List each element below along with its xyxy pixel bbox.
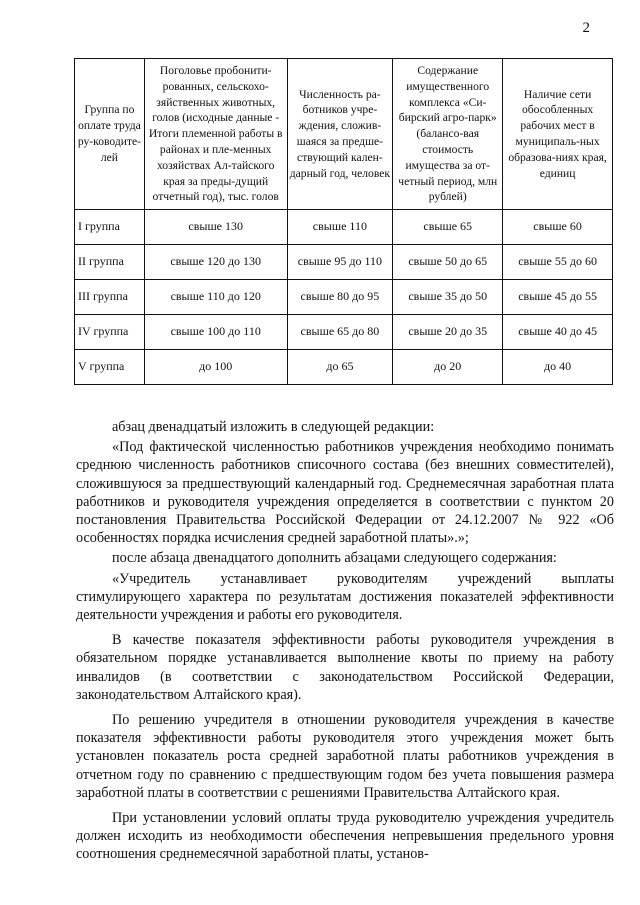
cell-group: I группа [75, 210, 145, 245]
table-header-row [75, 59, 613, 210]
table-row [75, 350, 613, 385]
cell-property: свыше 35 до 50 [393, 280, 503, 315]
cell-livestock: до 100 [144, 350, 287, 385]
cell-group: IV группа [75, 315, 145, 350]
cell-group: II группа [75, 245, 145, 280]
cell-group: III группа [75, 280, 145, 315]
cell-employees: до 65 [287, 350, 393, 385]
table-row [75, 315, 613, 350]
cell-workplaces: свыше 55 до 60 [503, 245, 613, 280]
paragraph: «Под фактической численностью работников учреждения необходимо понимать среднюю численность работников списочного состава (без внешних совместителей), сложившуюся за предшествующий календарный год. Среднемесячная заработная плата работников и руководителя учреждения определяется в соответствии с пунктом 20 постановления Правительства Российской Федерации от 24.12.2007 № 922 «Об особенностях порядка исчисления средней заработной платы».»; [76, 439, 614, 547]
table-row [75, 280, 613, 315]
paragraph: после абзаца двенадцатого дополнить абзацами следующего содержания: [112, 550, 557, 567]
cell-property: до 20 [393, 350, 503, 385]
cell-livestock: свыше 100 до 110 [144, 315, 287, 350]
document-body [76, 418, 614, 866]
cell-employees: свыше 95 до 110 [287, 245, 393, 280]
cell-workplaces: свыше 40 до 45 [503, 315, 613, 350]
cell-property: свыше 50 до 65 [393, 245, 503, 280]
paragraph: В качестве показателя эффективности работы руководителя учреждения в обязательном порядке устанавливается выполнение квоты по приему на работу инвалидов (в соответствии с законодательством Российской Федерации, законодательством Алтайского края). [76, 632, 614, 703]
header-group: Группа по оплате труда ру-ководите-лей [75, 59, 145, 210]
cell-employees: свыше 80 до 95 [287, 280, 393, 315]
cell-livestock: свыше 110 до 120 [144, 280, 287, 315]
pay-groups-table [74, 58, 613, 385]
header-employees: Численность ра-ботников учре-ждения, сложив-шаяся за предше-ствующий кален-дарный год, человек [287, 59, 393, 210]
header-workplaces: Наличие сети обособленных рабочих мест в муниципаль-ных образова-ниях края, единиц [503, 59, 613, 210]
cell-employees: свыше 65 до 80 [287, 315, 393, 350]
cell-property: свыше 65 [393, 210, 503, 245]
cell-workplaces: свыше 45 до 55 [503, 280, 613, 315]
table-row [75, 210, 613, 245]
paragraph: При установлении условий оплаты труда руководителю учреждения учредитель должен исходить из необходимости обеспечения непревышения предельного уровня соотношения среднемесячной заработной платы, установ- [76, 810, 614, 863]
cell-workplaces: свыше 60 [503, 210, 613, 245]
cell-employees: свыше 110 [287, 210, 393, 245]
page-number: 2 [582, 20, 590, 36]
paragraph: абзац двенадцатый изложить в следующей редакции: [112, 419, 435, 435]
cell-livestock: свыше 120 до 130 [144, 245, 287, 280]
cell-group: V группа [75, 350, 145, 385]
table-row [75, 245, 613, 280]
header-property: Содержание имущественного комплекса «Си-бирский агро-парк» (балансо-вая стоимость имущества за от-четный период, млн рублей) [393, 59, 503, 210]
cell-property: свыше 20 до 35 [393, 315, 503, 350]
cell-workplaces: до 40 [503, 350, 613, 385]
cell-livestock: свыше 130 [144, 210, 287, 245]
paragraph: По решению учредителя в отношении руководителя учреждения в качестве показателя эффективности работы руководителя этого учреждения может быть установлен показатель роста средней заработной платы работников учреждения в отчетном году по сравнению с предшествующим годом без учета повышения размера заработной платы в соответствии с решениями Правительства Алтайского края. [76, 712, 614, 801]
paragraph: «Учредитель устанавливает руководителям учреждений выплаты стимулирующего характера по результатам достижения показателей эффективности деятельности учреждения и работы его руководителя. [76, 570, 614, 624]
header-livestock: Поголовье пробонити-рованных, сельскохо-зяйственных животных, голов (исходные данные - Итоги племенной работы в районах и пле-менных хозяйствах Ал-тайского края за преды-дущий отчетный год), тыс. голов [144, 59, 287, 210]
